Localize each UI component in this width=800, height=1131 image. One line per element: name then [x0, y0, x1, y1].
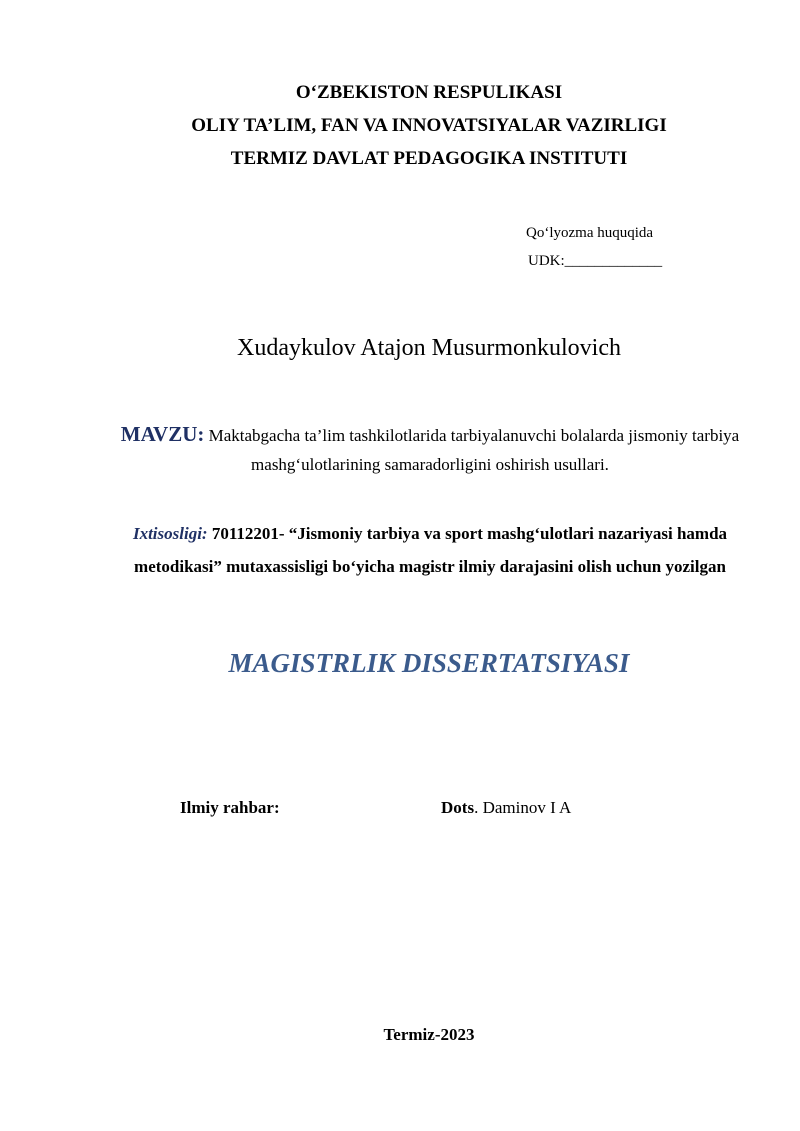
institution-header — [0, 76, 800, 175]
specialty-block — [110, 517, 750, 583]
header-line-ministry: OLIY TA’LIM, FAN VA INNOVATSIYALAR VAZIRLIGI — [191, 115, 667, 136]
header-line-country: O‘ZBEKISTON RESPULIKASI — [295, 82, 563, 103]
city-year-footer: Termiz-2023 — [383, 1025, 475, 1044]
document-type-title: MAGISTRLIK DISSERTATSIYASI — [228, 648, 630, 678]
manuscript-rights-block — [526, 219, 662, 275]
specialty-label: Ixtisosligi: — [132, 524, 208, 543]
supervisor-name: . Daminov I A — [474, 798, 572, 817]
topic-block — [110, 420, 750, 479]
topic-text: Maktabgacha ta’lim tashkilotlarida tarbiyalanuvchi bolalarda jismoniy tarbiya mashg‘ulotlarining samaradorligini oshirish usullari. — [204, 426, 740, 474]
manuscript-rights-text: Qo‘lyozma huquqida — [526, 225, 654, 241]
udk-field: UDK:_____________ — [528, 253, 663, 269]
supervisor-title: Dots — [441, 798, 475, 817]
header-line-institute: TERMIZ DAVLAT PEDAGOGIKA INSTITUTI — [230, 148, 628, 169]
specialty-text: 70112201- “Jismoniy tarbiya va sport mashg‘ulotlari nazariyasi hamda metodikasi” mutaxassisligi bo‘yicha magistr ilmiy darajasini olish uchun yozilgan — [134, 524, 728, 576]
author-name: Xudaykulov Atajon Musurmonkulovich — [237, 335, 621, 361]
topic-label: MAVZU: — [120, 422, 205, 446]
supervisor-label: Ilmiy rahbar: — [180, 798, 280, 817]
supervisor-value — [441, 798, 571, 818]
